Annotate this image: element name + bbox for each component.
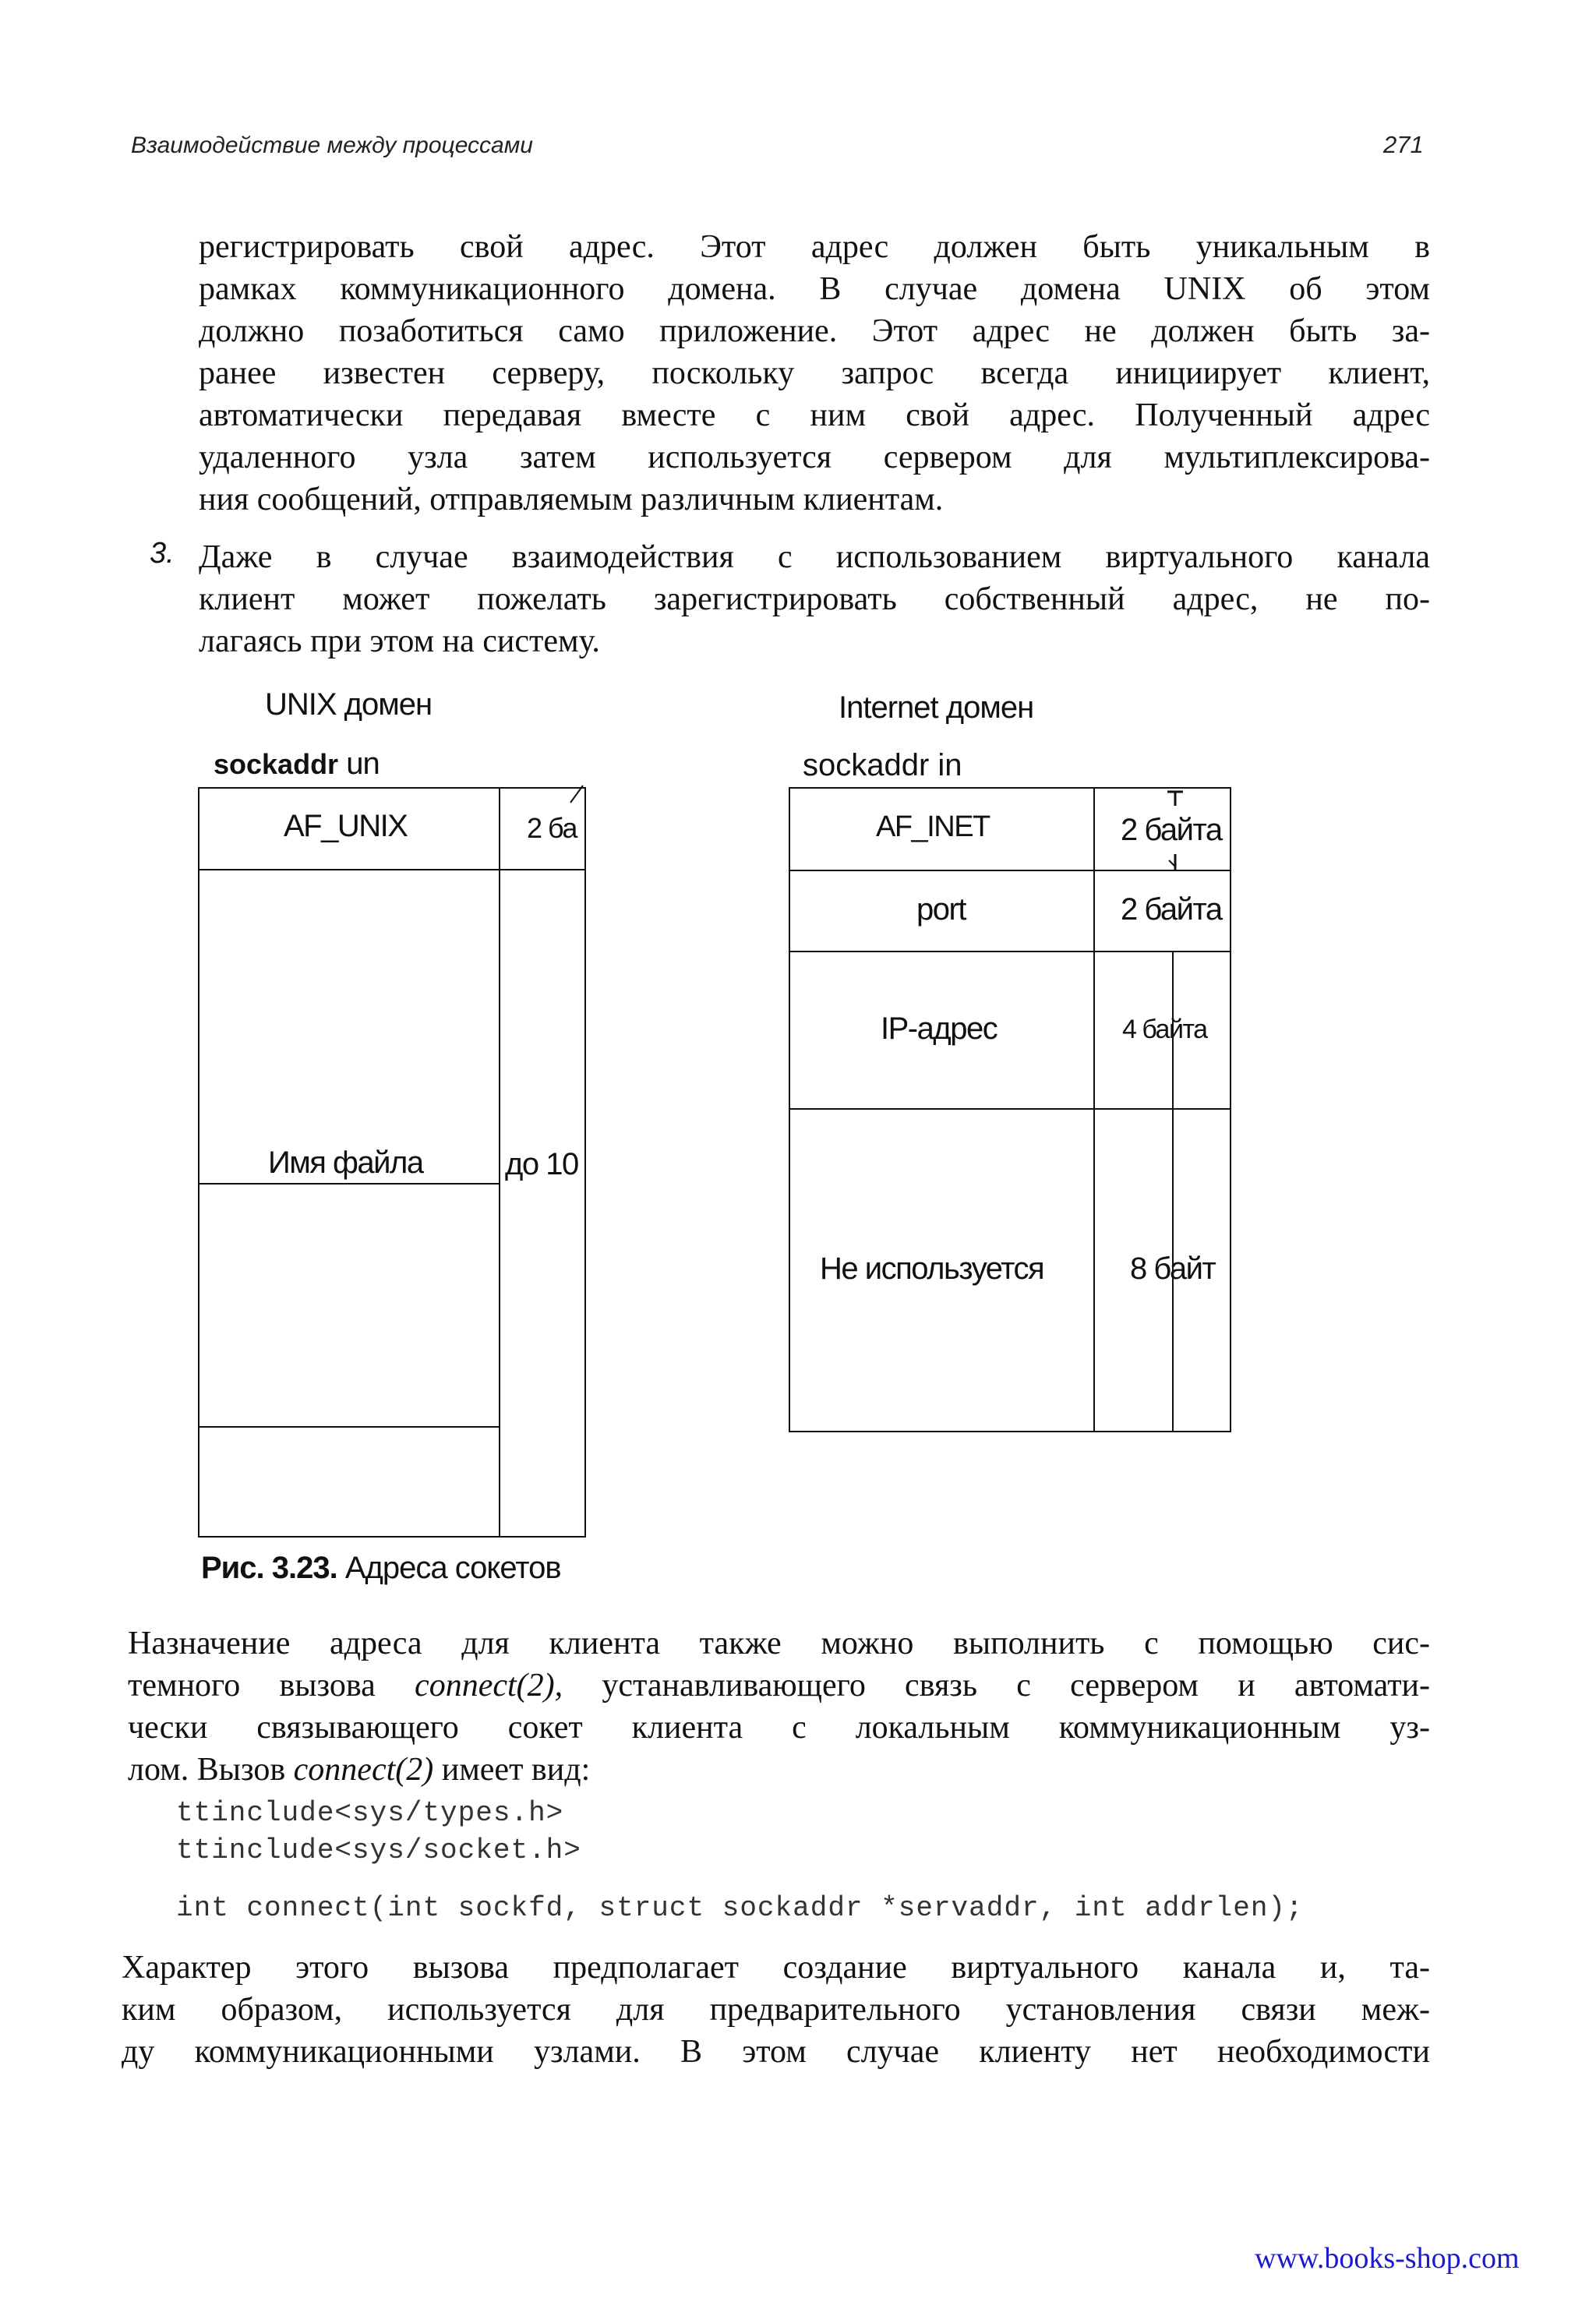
inet-row-divider [789, 1108, 1231, 1110]
text-line [128, 1665, 1430, 1707]
text-line: клиент может пожелать зарегистрировать собственный адрес, не по- [199, 581, 1430, 617]
figure-caption [201, 1551, 561, 1586]
unix-column-divider [499, 787, 500, 1538]
unix-row-divider [198, 1183, 500, 1185]
inet-size-port: 2 байта [1121, 892, 1222, 927]
list-item-3 [199, 536, 1430, 662]
inet-size-family: 2 байта [1121, 813, 1222, 847]
inet-field-ip: IP-адрес [881, 1012, 998, 1046]
code-line: ttinclude<sys/socket.h> [176, 1834, 581, 1866]
inet-field-port: port [916, 892, 966, 927]
text-line: ду коммуникационными узлами. В этом случае клиенту нет необходимости [122, 2034, 1430, 2070]
unix-struct-name [214, 747, 380, 782]
text-line: чески связывающего сокет клиента с локальным коммуникационным уз- [128, 1710, 1430, 1746]
inet-size-unused: 8 байт [1130, 1252, 1216, 1286]
unix-size-family: 2 ба [527, 812, 577, 844]
inet-domain-label: Internet домен [839, 690, 1034, 725]
inet-field-unused: Не используется [820, 1252, 1044, 1286]
text-line: Назначение адреса для клиента также можно выполнить с помощью сис- [128, 1626, 1430, 1661]
code-line: ttinclude<sys/types.h> [176, 1797, 564, 1829]
text-line: ким образом, используется для предварительного установления связи меж- [122, 1992, 1430, 2028]
size-arrow-icon [567, 782, 586, 806]
function-name: connect(2) [293, 1752, 434, 1788]
unix-row-divider [198, 1426, 500, 1428]
text-line: Характер этого вызова предполагает создание виртуального канала и, та- [122, 1950, 1430, 1986]
text-line: автоматически передавая вместе с ним свой адрес. Полученный адрес [199, 397, 1430, 433]
inet-struct-name: sockaddr in [803, 748, 962, 782]
function-name: connect(2), [415, 1668, 563, 1704]
size-arrow-icon [1161, 789, 1189, 890]
text-line: ранее известен серверу, поскольку запрос всегда инициирует клиент, [199, 355, 1430, 391]
inet-column-divider [1093, 787, 1095, 1432]
footer-link[interactable]: www.books-shop.com [1255, 2242, 1520, 2275]
text-fragment: имеет вид: [441, 1752, 591, 1788]
inet-size-ip: 4 байта [1122, 1015, 1207, 1044]
paragraph-2 [128, 1622, 1430, 1791]
figure-caption-number: Рис. 3.23. [201, 1551, 337, 1585]
text-line: Даже в случае взаимодействия с использованием виртуального канала [199, 539, 1430, 575]
text-line [128, 1749, 1430, 1791]
inet-row-divider [789, 951, 1231, 952]
text-line: должно позаботиться само приложение. Этот адрес не должен быть за- [199, 313, 1430, 349]
code-line: int connect(int sockfd, struct sockaddr *servaddr, int addrlen); [176, 1892, 1304, 1924]
text-line: ния сообщений, отправляемым различным клиентам. [199, 482, 944, 517]
unix-field-family: AF_UNIX [284, 809, 408, 843]
unix-size-filename: до 10 [505, 1147, 578, 1181]
unix-struct-bold: sockaddr [214, 748, 339, 780]
text-line: рамках коммуникационного домена. В случае домена UNIX об этом [199, 271, 1430, 307]
unix-row-divider [198, 869, 586, 870]
text-fragment: устанавливающего связь с сервером и автомати- [602, 1668, 1431, 1704]
running-title: Взаимодействие между процессами [131, 132, 533, 158]
paragraph-3 [122, 1947, 1430, 2073]
text-fragment: лом. Вызов [128, 1752, 286, 1788]
figure-caption-text: Адреса сокетов [344, 1551, 561, 1585]
list-item-number: 3. [150, 537, 175, 570]
text-line: лагаясь при этом на систему. [199, 623, 600, 659]
text-line: удаленного узла затем используется сервером для мультиплексирова- [199, 440, 1430, 475]
unix-struct-suffix: un [346, 747, 380, 781]
text-line: регистрировать свой адрес. Этот адрес должен быть уникальным в [199, 229, 1430, 265]
page-number: 271 [1383, 131, 1424, 158]
inet-field-family: AF_INET [876, 810, 990, 843]
paragraph-1 [199, 226, 1430, 521]
unix-field-filename: Имя файла [268, 1146, 423, 1180]
unix-domain-label: UNIX домен [265, 687, 433, 722]
text-fragment: темного вызова [128, 1668, 376, 1704]
